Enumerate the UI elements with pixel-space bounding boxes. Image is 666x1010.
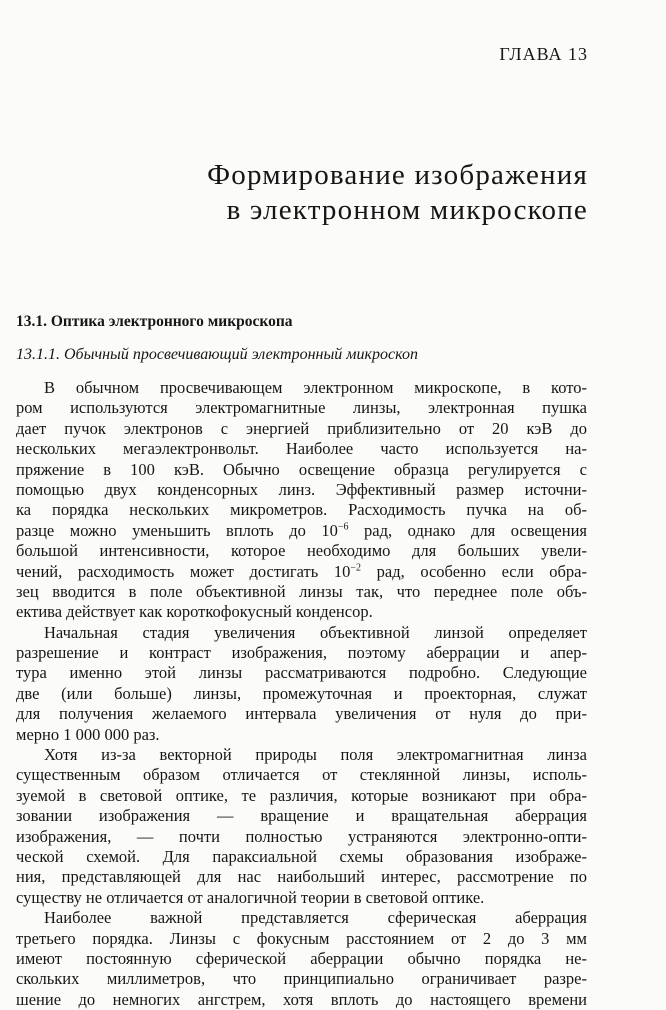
text-line: шение до немногих ангстрем, хотя вплоть до настоящего времени bbox=[16, 989, 587, 1009]
text-line: зуемой в световой оптике, те различия, которые возникают при обра- bbox=[16, 785, 587, 805]
text-line: большой интенсивности, которое необходимо для больших увели- bbox=[16, 541, 587, 561]
text-line: скольких миллиметров, что принципиально ограничивает разре- bbox=[16, 969, 587, 989]
text-line: ектива действует как короткофокусный конденсор. bbox=[16, 602, 373, 622]
text-line: ческой схемой. Для параксиальной схемы образования изображе- bbox=[16, 846, 587, 866]
text-line: для получения желаемого интервала увеличения от нуля до при- bbox=[16, 704, 587, 724]
text-line: Начальная стадия увеличения объективной линзой определяет bbox=[44, 622, 587, 642]
text-line: две (или больше) линзы, промежуточная и проекторная, служат bbox=[16, 683, 587, 703]
paragraph-4 bbox=[16, 908, 587, 1010]
text-line: существенным образом отличается от стеклянной линзы, исполь- bbox=[16, 765, 587, 785]
section-heading: 13.1. Оптика электронного микроскопа bbox=[16, 313, 293, 330]
text-line: помощью двух конденсорных линз. Эффективный размер источни- bbox=[16, 479, 587, 499]
paragraph-3 bbox=[16, 745, 587, 908]
text-line: нескольких мегаэлектронвольт. Наиболее часто используется на- bbox=[16, 439, 587, 459]
text-line: Хотя из-за векторной природы поля электромагнитная линза bbox=[44, 745, 587, 765]
chapter-title-line-2: в электронном микроскопе bbox=[226, 194, 588, 226]
text-line bbox=[16, 562, 587, 582]
text-line: ния, представляющей для нас наибольший интерес, рассмотрение по bbox=[16, 867, 587, 887]
text-segment: рад, особенно если обра- bbox=[361, 561, 587, 581]
text-segment: рад, однако для освещения bbox=[348, 520, 587, 540]
text-segment: разце можно уменьшить вплоть до 10 bbox=[16, 520, 338, 540]
text-line: тура именно этой линзы рассматриваются подробно. Следующие bbox=[16, 663, 587, 683]
paragraph-1 bbox=[16, 378, 587, 623]
text-line: дает пучок электронов с энергией приблизительно от 20 кэВ до bbox=[16, 418, 587, 438]
text-line: изображения, — почти полностью устраняются электронно-опти- bbox=[16, 826, 587, 846]
text-line: Наиболее важной представляется сферическая аберрация bbox=[44, 908, 587, 928]
exponent: −2 bbox=[350, 562, 362, 574]
text-line: имеют постоянную сферической аберрации обычно порядка не- bbox=[16, 948, 587, 968]
chapter-title bbox=[207, 158, 588, 228]
text-line bbox=[16, 521, 587, 541]
text-line: В обычном просвечивающем электронном микроскопе, в кото- bbox=[44, 378, 587, 397]
text-line: пряжение в 100 кэВ. Обычно освещение образца регулируется с bbox=[16, 459, 587, 479]
text-line: третьего порядка. Линзы с фокусным расстоянием от 2 до 3 мм bbox=[16, 928, 587, 948]
text-line: ка порядка нескольких микрометров. Расходимость пучка на об- bbox=[16, 500, 587, 520]
text-line: зец вводится в поле объективной линзы так, что переднее поле объ- bbox=[16, 581, 587, 601]
chapter-title-line-1: Формирование изображения bbox=[207, 159, 588, 191]
exponent: −6 bbox=[337, 521, 349, 533]
text-line: разрешение и контраст изображения, поэтому аберрации и апер- bbox=[16, 643, 587, 663]
text-line: существу не отличается от аналогичной теории в световой оптике. bbox=[16, 887, 485, 907]
paragraph-2 bbox=[16, 623, 587, 745]
body-text bbox=[16, 378, 587, 1010]
chapter-label: ГЛАВА 13 bbox=[499, 44, 588, 64]
text-line: мерно 1 000 000 раз. bbox=[16, 724, 160, 744]
text-line: ром используются электромагнитные линзы, электронная пушка bbox=[16, 398, 587, 418]
text-line: зовании изображения — вращение и вращательная аберрация bbox=[16, 806, 587, 826]
subsection-heading: 13.1.1. Обычный просвечивающий электронный микроскоп bbox=[16, 346, 418, 363]
text-segment: чений, расходимость может достигать 10 bbox=[16, 561, 351, 581]
